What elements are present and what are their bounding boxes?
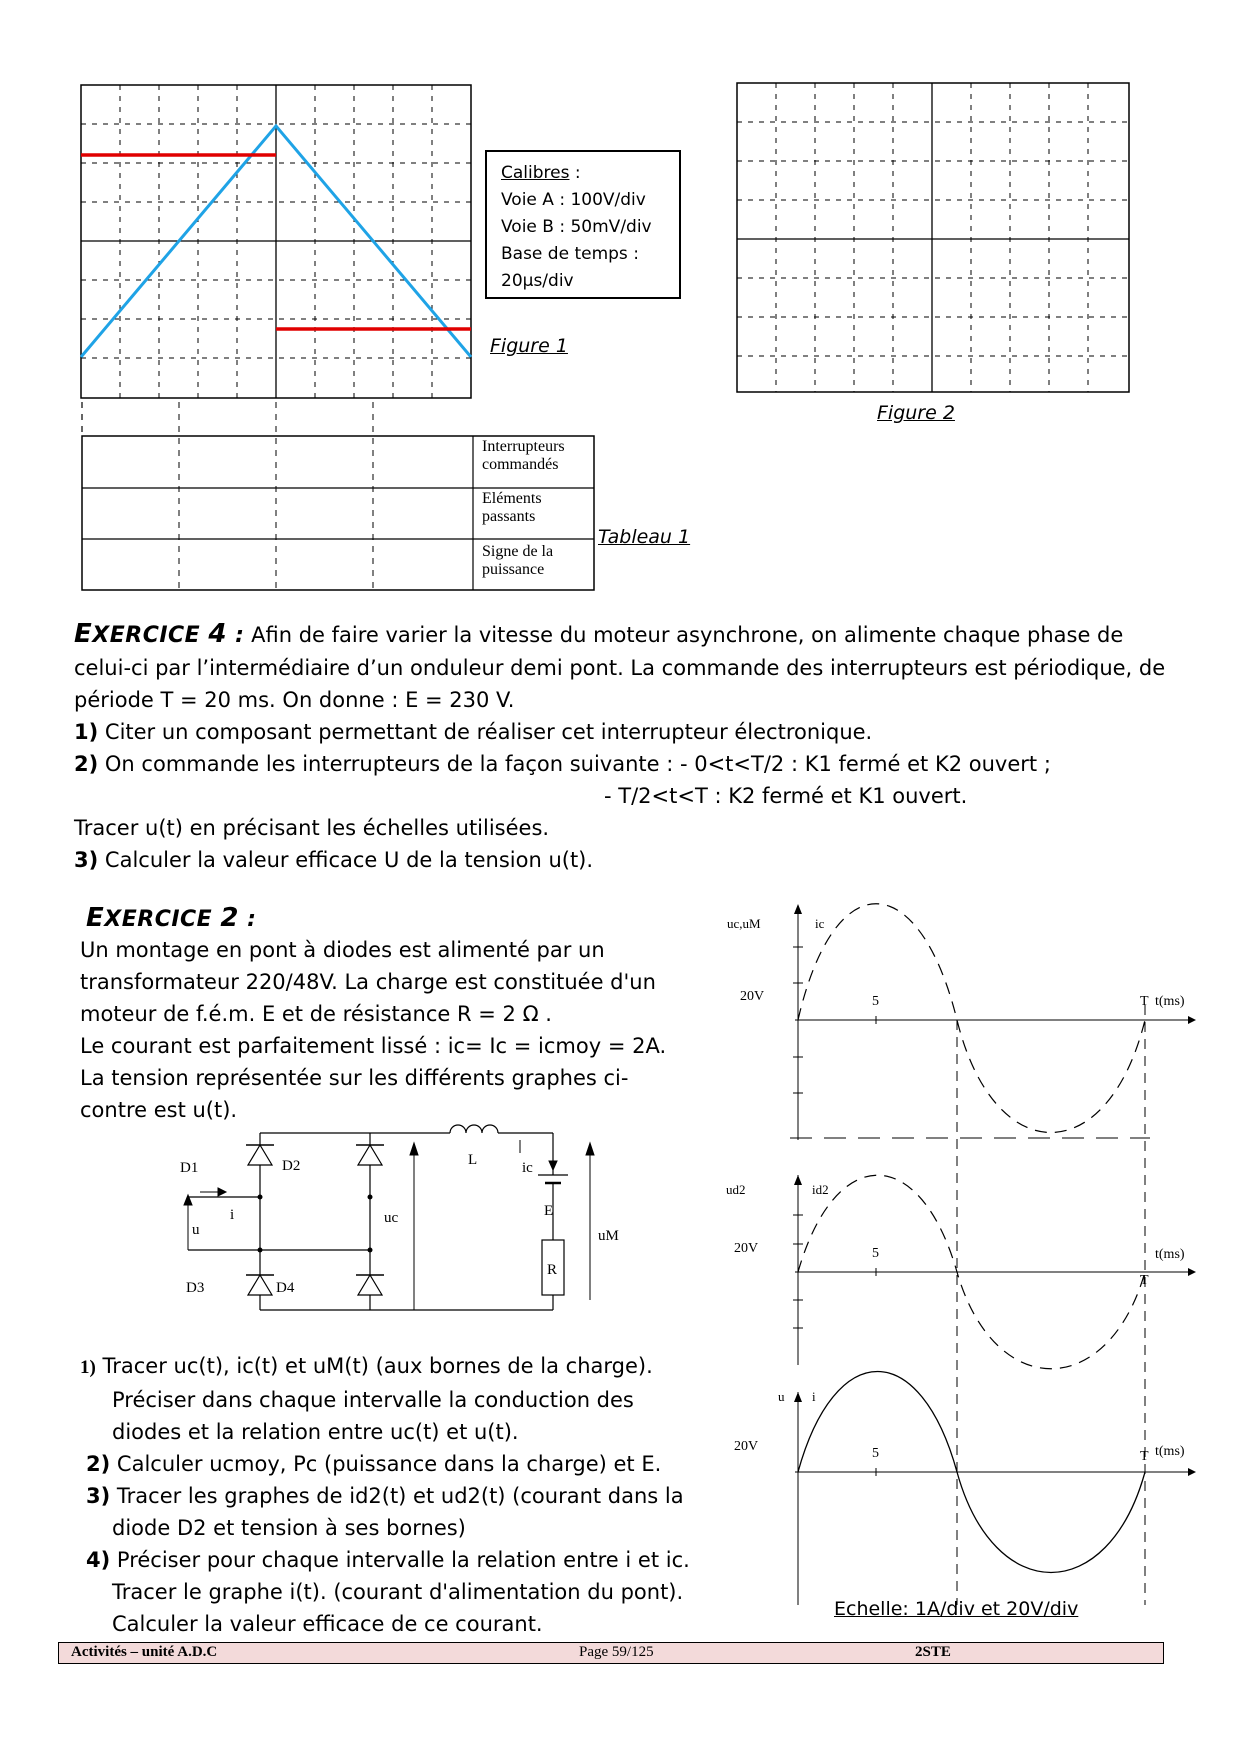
label-d1: D1 (180, 1160, 199, 1176)
voie-b-calibre: Voie B : 50mV/div (501, 217, 652, 237)
graphs-scale: Echelle: 1A/div et 20V/div (834, 1598, 1079, 1620)
graph1-tick5: 5 (872, 994, 879, 1009)
exercice4-q2-line2: - T/2<t<T : K2 fermé et K1 ouvert. (604, 784, 968, 808)
graph1-axis: t(ms) (1155, 994, 1185, 1009)
exercice4-intro: EXERCICE 4 : Afin de faire varier la vitesse du moteur asynchrone, on alimente chaque phase de celui-ci par l’intermédiaire d’un onduleur demi pont. La commande des interrupteurs est périodique, de période T = 20 ms. On donne : E = 230 V. (74, 619, 1166, 712)
exercice4-q2: 2) On commande les interrupteurs de la façon suivante : - 0<t<T/2 : K1 fermé et K2 ouvert ; (74, 752, 1051, 776)
footer-left: Activités – unité A.D.C (71, 1644, 218, 1660)
tableau1-label: Tableau 1 (598, 526, 691, 548)
graph2-ylabel-id2: id2 (812, 1182, 829, 1197)
graph2-axis: t(ms) (1155, 1247, 1185, 1262)
label-uc: uc (384, 1210, 399, 1226)
exercice2-intro: Un montage en pont à diodes est alimenté par un transformateur 220/48V. La charge est constituée d'un moteur de f.é.m. E et de résistance R = 2 Ω . Le courant est parfaitement lissé : ic= Ic = icmoy = 2A. La tension représentée sur les différents graphes ci- contre est u(t). (80, 938, 667, 1122)
graph2-ylabel-ud2: ud2 (726, 1182, 746, 1197)
figure1-oscillogram (78, 82, 478, 404)
exercice2-q4: 4) Préciser pour chaque intervalle la relation entre i et ic. (86, 1548, 690, 1572)
tableau-row-elements: Eléments passants (482, 490, 542, 525)
graph3-tick5: 5 (872, 1446, 879, 1461)
base-temps-value: 20µs/div (501, 271, 574, 291)
label-e: E (544, 1203, 554, 1219)
exercice2-q2: 2) Calculer ucmoy, Pc (puissance dans la charge) et E. (86, 1452, 662, 1476)
exercice4-title: EXERCICE 4 : (74, 619, 245, 649)
label-ic: ic (522, 1160, 533, 1176)
base-temps-label: Base de temps : (501, 244, 639, 264)
exercice4-q2-line3: Tracer u(t) en précisant les échelles utilisées. (74, 816, 550, 840)
graph1-ylabel-uc: uc,uM (727, 916, 761, 931)
waveform-graphs (726, 890, 1200, 1630)
graph1-ylabel-ic: ic (815, 916, 825, 931)
exercice2-questions: 1) Tracer uc(t), ic(t) et uM(t) (aux bornes de la charge). Préciser dans chaque intervalle la conduction des diodes et la relation entre uc(t) et u(t). 2) Calculer ucmoy, Pc (puissance dans la charge) et E. 3) Tracer les graphes de id2(t) et ud2(t) (courant dans la diode D2 et tension à ses bornes) 4) Préciser pour chaque intervalle la relation entre i et ic. Tracer le graphe i(t). (courant d'alimentation du pont). Calculer la valeur efficace de ce courant. (80, 1350, 720, 1640)
tableau-row-interrupteurs: Interrupteurs commandés (482, 438, 565, 473)
diode-bridge-circuit (170, 1115, 650, 1320)
exercice4 (74, 618, 1184, 876)
graph3-axis: t(ms) (1155, 1444, 1185, 1459)
footer-center: Page 59/125 (579, 1644, 654, 1660)
graph1-dashed-sine (798, 904, 1145, 1133)
exercice4-q1: 1) Citer un composant permettant de réaliser cet interrupteur électronique. (74, 720, 873, 744)
exercice2-q1: 1) Tracer uc(t), ic(t) et uM(t) (aux bornes de la charge). (80, 1354, 653, 1378)
graph3-ylabel-i: i (812, 1389, 816, 1404)
exercice2-title: EXERCICE 2 : (86, 903, 257, 933)
graph3-ylabel-u: u (778, 1389, 785, 1404)
graph1-amp: 20V (740, 989, 765, 1004)
graph1-period: T (1140, 994, 1149, 1009)
graph1 (727, 904, 1196, 1140)
graph3-period: T (1140, 1449, 1149, 1464)
exercice2-q3: 3) Tracer les graphes de id2(t) et ud2(t) (courant dans la (86, 1484, 684, 1508)
label-d3: D3 (186, 1280, 205, 1296)
footer-right: 2STE (915, 1644, 951, 1660)
label-d4: D4 (276, 1280, 295, 1296)
label-i: i (230, 1207, 235, 1223)
figure1-label: Figure 1 (490, 335, 568, 357)
label-r: R (547, 1262, 558, 1278)
figure2-label: Figure 2 (877, 402, 955, 424)
voie-a-calibre: Voie A : 100V/div (501, 190, 646, 210)
graph3 (734, 1372, 1196, 1606)
graph3-amp: 20V (734, 1439, 759, 1454)
graph2-tick5: 5 (872, 1246, 879, 1261)
label-d2: D2 (282, 1158, 301, 1174)
figure2-grid (736, 82, 1132, 394)
page-footer (58, 1642, 1164, 1664)
calibres-title: Calibres (501, 163, 570, 183)
label-l: L (468, 1152, 478, 1168)
label-u: u (192, 1222, 200, 1238)
exercice4-q3: 3) Calculer la valeur efficace U de la tension u(t). (74, 848, 594, 872)
graph2 (726, 1175, 1196, 1369)
calibres-box: Calibres : Voie A : 100V/div Voie B : 50mV/div Base de temps : 20µs/div (485, 150, 681, 299)
label-um: uM (598, 1228, 619, 1244)
graph2-period: T (1140, 1273, 1149, 1288)
graph2-amp: 20V (734, 1241, 759, 1256)
tableau-row-signe: Signe de la puissance (482, 543, 554, 578)
